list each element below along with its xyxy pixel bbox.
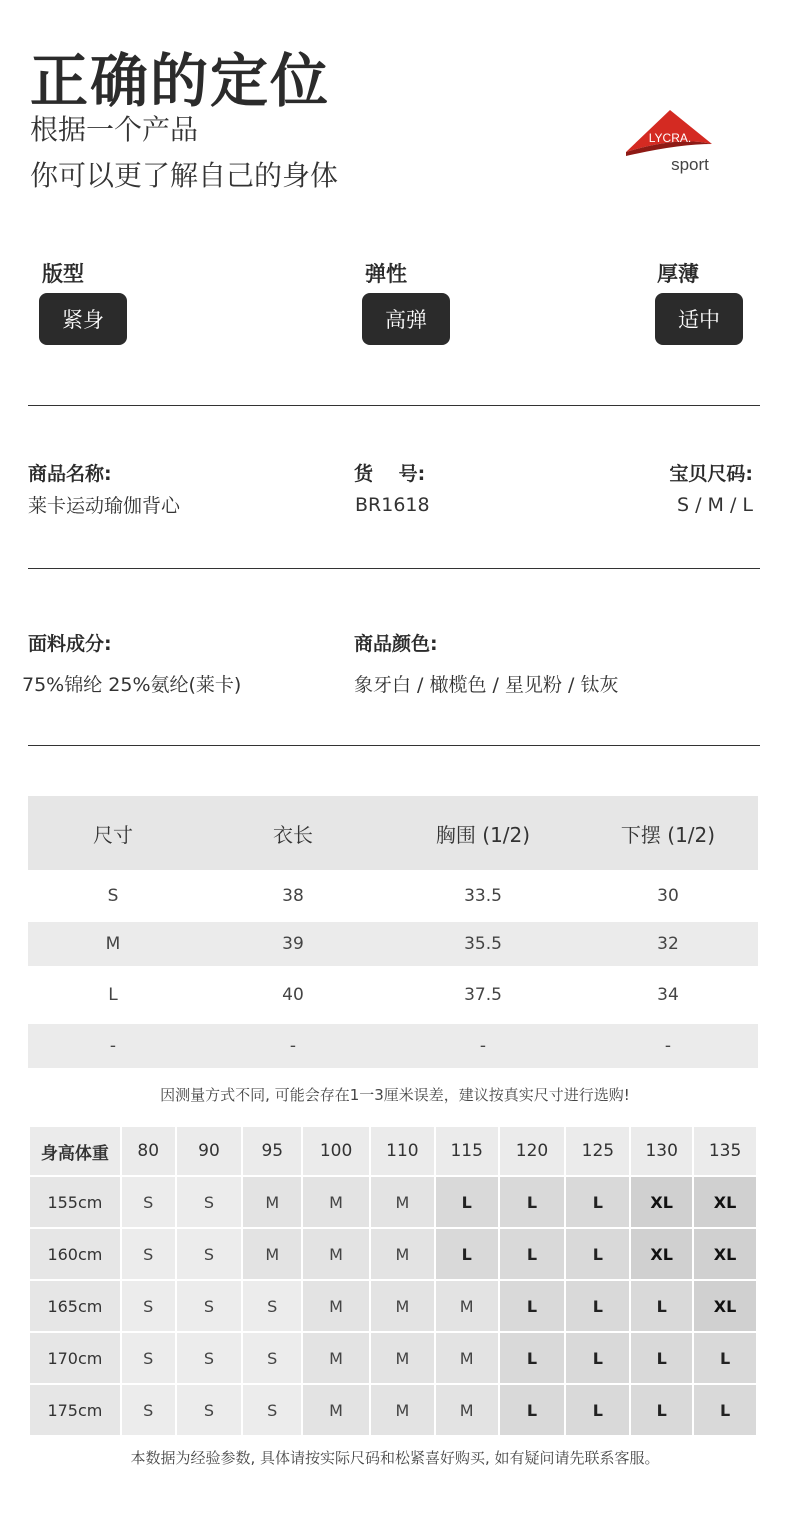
lycra-logo-icon [622, 106, 714, 178]
grid-height-label: 155cm [29, 1176, 121, 1228]
table-row [29, 1332, 757, 1384]
grid-size-cell: M [302, 1384, 370, 1436]
color-value: 象牙白 / 橄榄色 / 星见粉 / 钛灰 [354, 674, 619, 696]
grid-size-cell: M [302, 1280, 370, 1332]
grid-size-cell: XL [630, 1176, 693, 1228]
page-title: 正确的定位 [30, 47, 331, 115]
grid-weight-header: 125 [565, 1126, 630, 1176]
table-row [28, 870, 758, 922]
grid-size-cell: M [370, 1384, 435, 1436]
table-cell: 39 [198, 922, 388, 966]
attr-label-thickness: 厚薄 [657, 262, 699, 286]
attr-value-thickness: 适中 [655, 293, 743, 345]
divider [28, 405, 760, 406]
grid-size-cell: M [302, 1176, 370, 1228]
disclaimer-note: 本数据为经验参数, 具体请按实际尺码和松紧喜好购买, 如有疑问请先联系客服。 [130, 1449, 660, 1467]
logo-text-sport: sport [671, 155, 709, 174]
logo-text-lycra: LYCRA. [648, 131, 692, 145]
grid-size-cell: S [176, 1384, 243, 1436]
grid-size-cell: M [435, 1280, 499, 1332]
product-name-value: 莱卡运动瑜伽背心 [28, 495, 181, 517]
table-row [28, 922, 758, 966]
grid-size-cell: L [565, 1384, 630, 1436]
grid-size-cell: XL [630, 1228, 693, 1280]
grid-weight-header: 130 [630, 1126, 693, 1176]
table-row [29, 1176, 757, 1228]
grid-height-label: 160cm [29, 1228, 121, 1280]
grid-header-row [29, 1126, 757, 1176]
grid-size-cell: S [121, 1280, 176, 1332]
table-cell: 38 [282, 886, 304, 906]
table-cell: - [388, 1024, 578, 1068]
grid-size-cell: S [121, 1332, 176, 1384]
grid-weight-header: 80 [121, 1126, 176, 1176]
grid-size-cell: S [176, 1176, 243, 1228]
grid-weight-header: 120 [499, 1126, 566, 1176]
table-cell: 32 [578, 922, 758, 966]
grid-size-cell: XL [693, 1176, 757, 1228]
grid-size-cell: L [565, 1176, 630, 1228]
grid-weight-header: 135 [693, 1126, 757, 1176]
grid-size-cell: L [565, 1228, 630, 1280]
size-table-header-cell: 尺寸 [28, 796, 198, 870]
size-label: 宝贝尺码: [669, 463, 753, 485]
grid-weight-header: 90 [176, 1126, 243, 1176]
attr-label-elasticity: 弹性 [365, 262, 407, 286]
grid-size-cell: M [302, 1332, 370, 1384]
grid-size-cell: XL [693, 1228, 757, 1280]
table-cell: L [108, 985, 118, 1005]
grid-corner-label: 身高体重 [29, 1126, 121, 1176]
size-table-header-cell: 下摆 (1/2) [578, 796, 758, 870]
grid-size-cell: L [435, 1228, 499, 1280]
subtitle-line-2: 你可以更了解自己的身体 [30, 159, 339, 192]
grid-weight-header: 95 [242, 1126, 302, 1176]
grid-height-label: 165cm [29, 1280, 121, 1332]
table-row [29, 1280, 757, 1332]
size-table-header-cell: 衣长 [198, 796, 388, 870]
grid-weight-header: 110 [370, 1126, 435, 1176]
grid-size-cell: S [176, 1280, 243, 1332]
grid-size-cell: L [499, 1332, 566, 1384]
grid-size-cell: XL [693, 1280, 757, 1332]
grid-size-cell: L [435, 1176, 499, 1228]
grid-size-cell: M [370, 1280, 435, 1332]
attr-value-fit: 紧身 [39, 293, 127, 345]
grid-size-cell: M [370, 1332, 435, 1384]
lycra-sport-logo [622, 106, 714, 178]
grid-weight-header: 100 [302, 1126, 370, 1176]
grid-size-cell: L [693, 1384, 757, 1436]
grid-size-cell: M [302, 1228, 370, 1280]
table-cell: 37.5 [464, 985, 502, 1005]
measurement-note: 因测量方式不同, 可能会存在1一3厘米误差，建议按真实尺寸进行选购! [160, 1086, 630, 1104]
sku-value: BR1618 [355, 494, 430, 516]
size-table-header [28, 796, 758, 870]
table-row [29, 1228, 757, 1280]
grid-size-cell: L [499, 1176, 566, 1228]
color-label: 商品颜色: [354, 633, 438, 655]
table-cell: M [28, 922, 198, 966]
grid-size-cell: S [121, 1384, 176, 1436]
table-cell: 34 [657, 985, 679, 1005]
fabric-label: 面料成分: [28, 633, 112, 655]
size-table [28, 796, 758, 1068]
grid-size-cell: M [242, 1228, 302, 1280]
grid-height-label: 170cm [29, 1332, 121, 1384]
grid-size-cell: M [435, 1332, 499, 1384]
table-row [28, 1024, 758, 1068]
divider [28, 745, 760, 746]
grid-size-cell: L [630, 1280, 693, 1332]
table-cell: S [107, 886, 119, 906]
fabric-value: 75%锦纶 25%氨纶(莱卡) [22, 674, 242, 696]
grid-weight-header: 115 [435, 1126, 499, 1176]
grid-size-cell: S [242, 1384, 302, 1436]
product-name-label: 商品名称: [28, 463, 112, 485]
grid-size-cell: L [499, 1384, 566, 1436]
grid-size-cell: L [565, 1280, 630, 1332]
height-weight-grid [28, 1125, 758, 1437]
table-row [28, 966, 758, 1024]
size-table-header-cell: 胸围 (1/2) [388, 796, 578, 870]
table-cell: 33.5 [464, 886, 502, 906]
grid-size-cell: S [176, 1332, 243, 1384]
table-cell: 30 [657, 886, 679, 906]
grid-size-cell: M [370, 1176, 435, 1228]
grid-size-cell: L [565, 1332, 630, 1384]
table-cell: 40 [282, 985, 304, 1005]
grid-size-cell: M [435, 1384, 499, 1436]
sku-label: 货 号: [354, 463, 426, 485]
grid-size-cell: M [242, 1176, 302, 1228]
grid-size-cell: S [242, 1280, 302, 1332]
table-cell: 35.5 [388, 922, 578, 966]
size-value: S / M / L [677, 494, 753, 516]
grid-size-cell: S [176, 1228, 243, 1280]
table-cell: - [28, 1024, 198, 1068]
attr-label-fit: 版型 [42, 262, 84, 286]
grid-size-cell: L [630, 1384, 693, 1436]
grid-size-cell: L [693, 1332, 757, 1384]
divider [28, 568, 760, 569]
grid-size-cell: M [370, 1228, 435, 1280]
grid-size-cell: L [499, 1280, 566, 1332]
attr-value-elasticity: 高弹 [362, 293, 450, 345]
subtitle-line-1: 根据一个产品 [30, 113, 199, 146]
grid-size-cell: L [499, 1228, 566, 1280]
grid-size-cell: S [121, 1228, 176, 1280]
grid-size-cell: S [242, 1332, 302, 1384]
grid-size-cell: L [630, 1332, 693, 1384]
grid-size-cell: S [121, 1176, 176, 1228]
table-cell: - [578, 1024, 758, 1068]
grid-height-label: 175cm [29, 1384, 121, 1436]
table-cell: - [198, 1024, 388, 1068]
table-row [29, 1384, 757, 1436]
